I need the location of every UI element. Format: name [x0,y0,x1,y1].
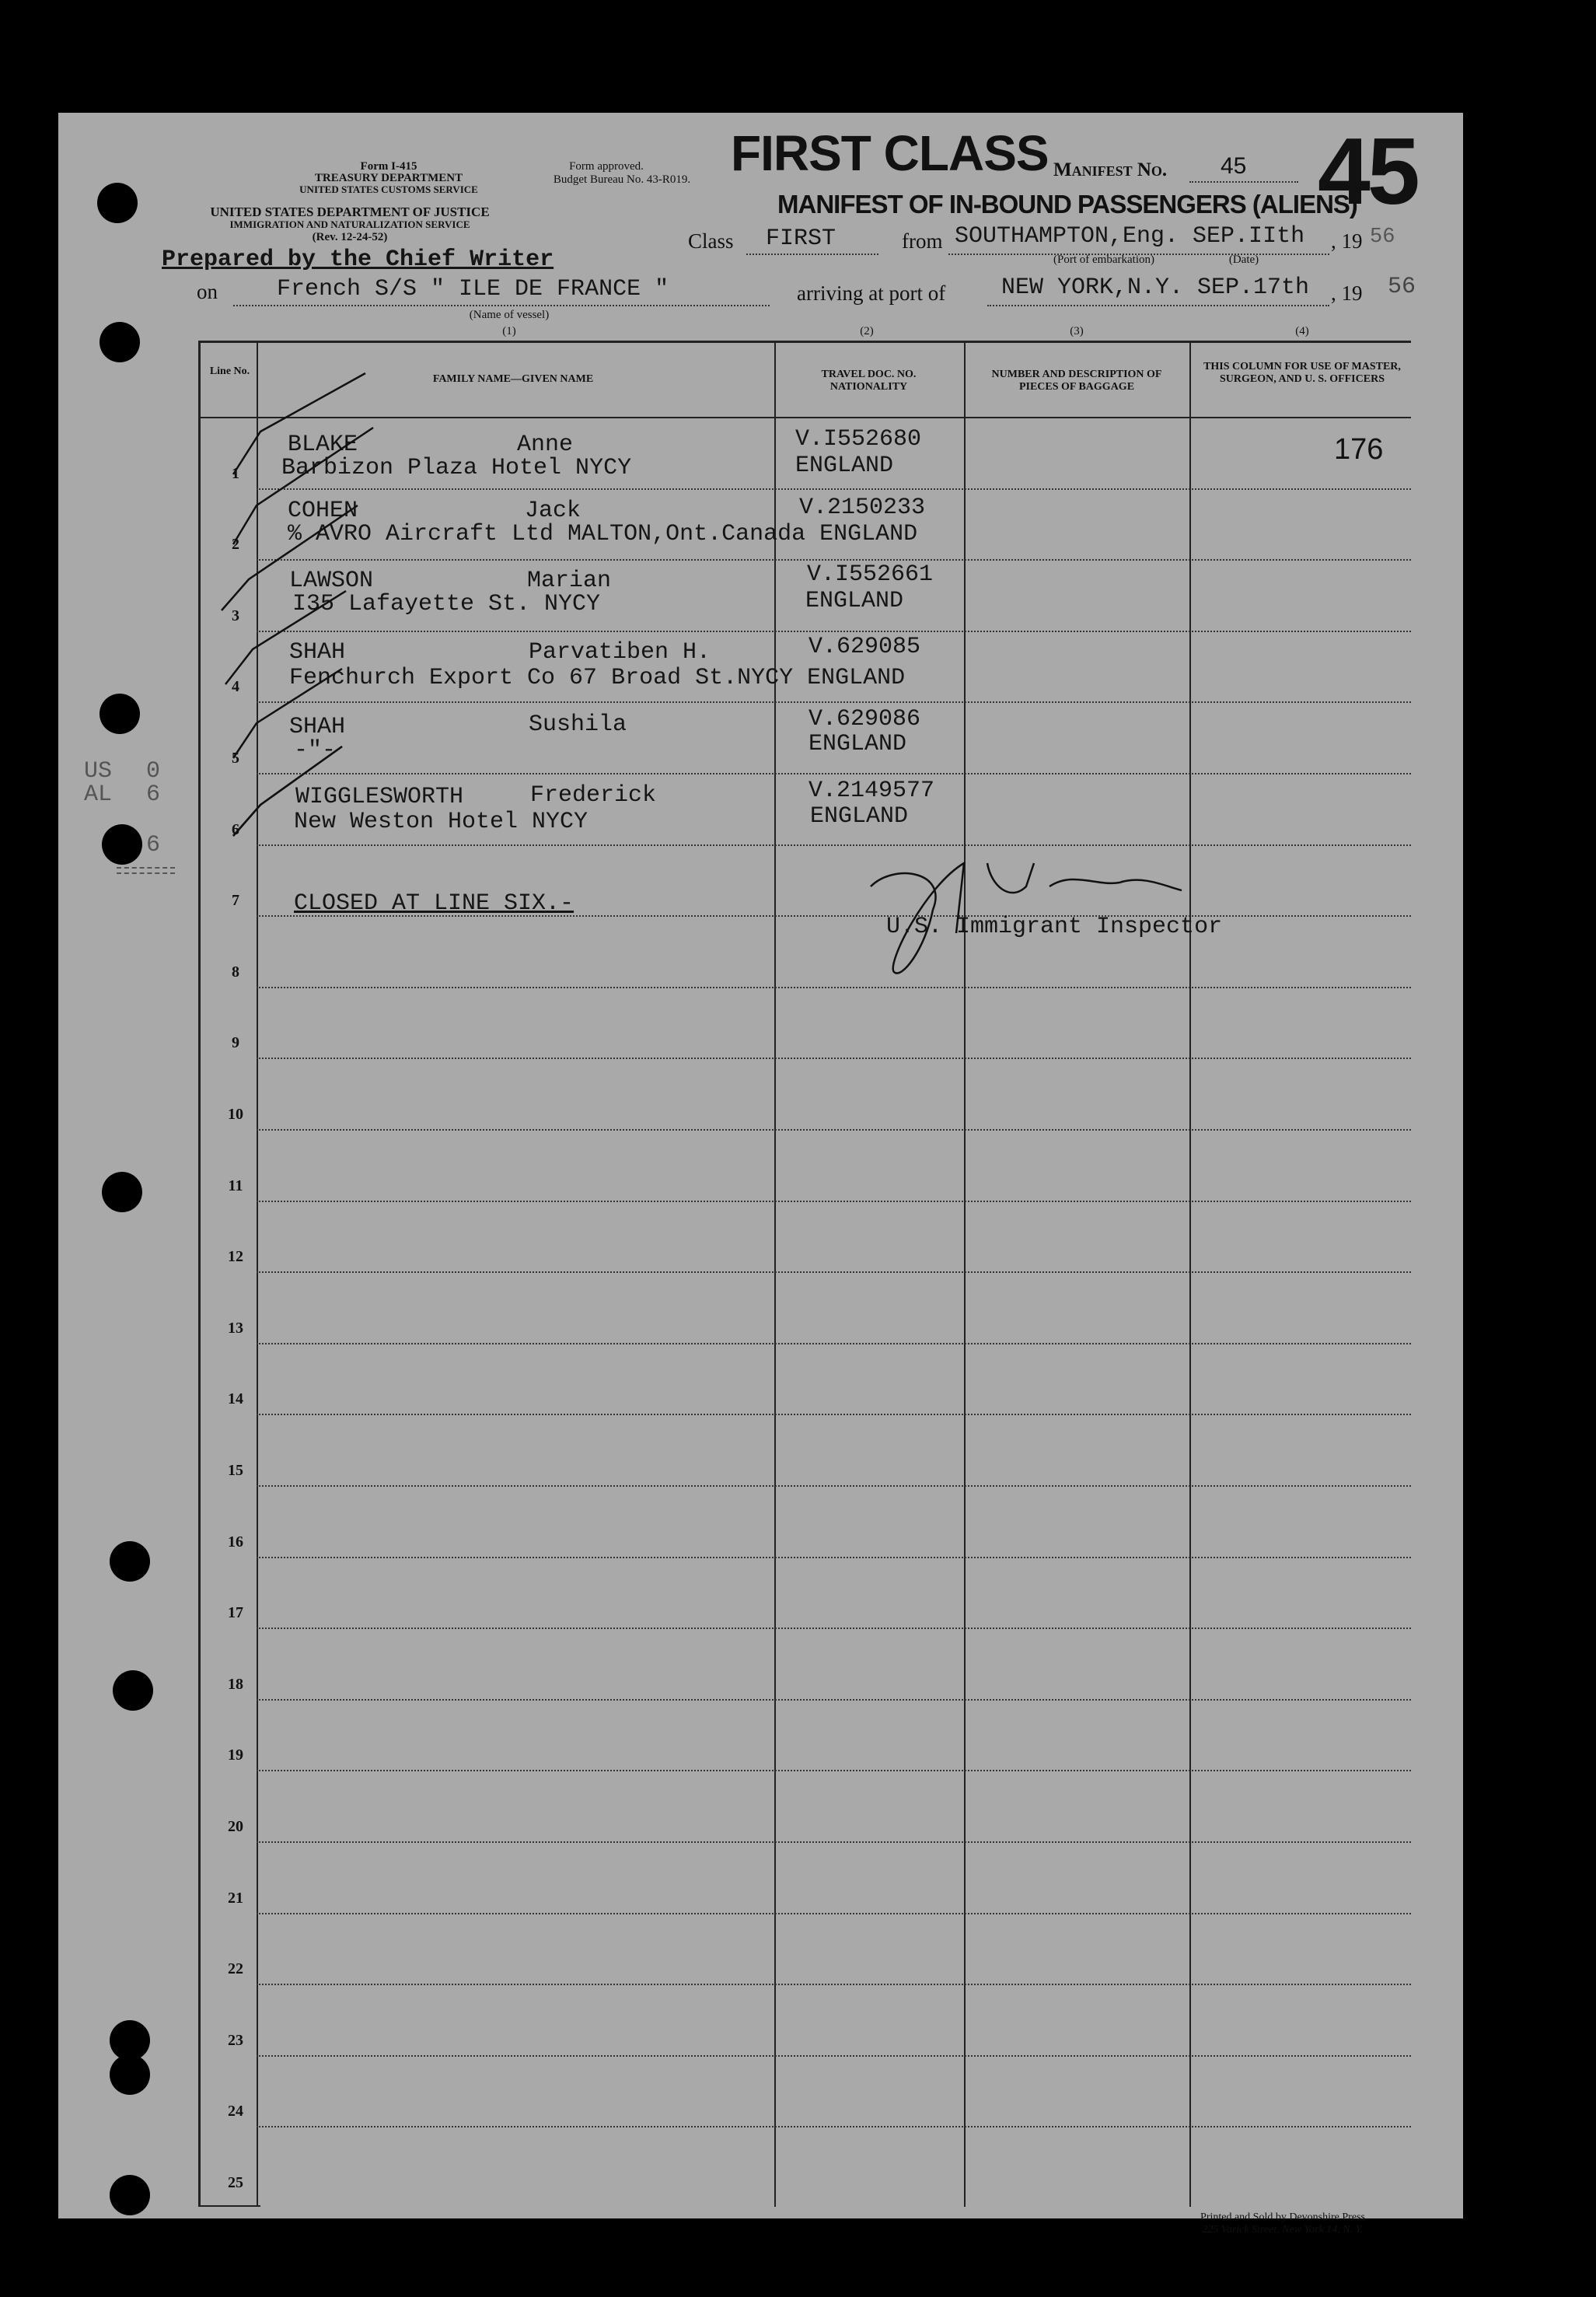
year-prefix: , 19 [1331,229,1363,253]
punch-hole [100,322,140,362]
column-number-4: (4) [1295,325,1309,337]
row-rule [257,1414,1411,1415]
line-number: 18 [228,1675,243,1693]
tally-al-label: AL [84,781,113,808]
nationality: ENGLAND [795,453,894,479]
year-value: 56 [1370,226,1395,249]
row-rule [257,1841,1411,1843]
given-name: Sushila [529,711,627,738]
manifest-page [58,113,1463,2218]
family-name: SHAH [289,639,346,666]
line-number: 13 [228,1319,243,1337]
header-travel-doc: TRAVEL DOC. NO. NATIONALITY [821,369,917,393]
header-officers: THIS COLUMN FOR USE OF MASTER, SURGEON, AND U. S. OFFICERS [1203,361,1401,386]
tally-us-value: 0 [146,758,161,785]
given-name: Frederick [530,782,657,809]
revision-date: (Rev. 12-24-52) [312,231,388,243]
prepared-by: Prepared by the Chief Writer [162,246,554,273]
row-rule [257,1129,1411,1131]
row-rule [257,1627,1411,1629]
line-number: 11 [228,1176,243,1194]
header-name: FAMILY NAME—GIVEN NAME [432,373,594,385]
row-rule [257,1201,1411,1202]
punch-hole [110,2054,150,2095]
line-number: 24 [228,2103,243,2120]
nationality: ENGLAND [810,803,909,830]
row-rule [257,1913,1411,1914]
printer-line-1: Printed and Sold by Devonshire Press [1200,2211,1365,2223]
travel-doc-no: V.I552661 [807,561,934,588]
nationality: ENGLAND [808,731,907,757]
treasury-department: TREASURY DEPARTMENT [314,172,463,184]
manifest-no-value: 45 [1221,153,1247,179]
budget-bureau: Budget Bureau No. 43-R019. [553,173,691,186]
address: Barbizon Plaza Hotel NYCY [281,455,632,481]
row-rule [257,1058,1411,1059]
row-rule [257,559,1411,561]
row-rule [257,1343,1411,1344]
line-number: 10 [228,1106,243,1123]
line-number: 8 [232,963,239,981]
punch-hole [97,183,138,223]
line-number: 12 [228,1248,243,1266]
customs-service: UNITED STATES CUSTOMS SERVICE [299,184,478,195]
line-number: 6 [232,820,239,838]
column-number-1: (1) [502,325,516,337]
line-number: 19 [228,1746,243,1764]
nationality: ENGLAND [805,588,904,614]
punch-hole [102,824,142,865]
class-label: Class [688,229,734,253]
column-number-3: (3) [1070,325,1084,337]
class-value: FIRST [766,226,836,252]
inspector-title: U.S. Immigrant Inspector [886,914,1223,940]
travel-doc-no: V.629086 [808,706,921,732]
row-rule [257,1271,1411,1273]
arriving-label: arriving at port of [797,281,946,305]
tally-al-value: 6 [146,781,161,808]
vessel-name: French S/S " ILE DE FRANCE " [277,276,669,302]
line-number: 4 [232,678,239,696]
printer-line-2: 225 Varick Street, New York 14, N. Y. [1202,2224,1364,2236]
manifest-title: MANIFEST OF IN-BOUND PASSENGERS (ALIENS) [777,190,1357,219]
row-rule [257,1485,1411,1487]
row-rule [257,844,1411,846]
from-label: from [902,229,943,253]
port-of-embarkation-caption: (Port of embarkation) [1053,253,1154,266]
punch-hole [110,1541,150,1582]
family-name: LAWSON [289,568,374,594]
travel-doc-no: V.I552680 [795,426,922,453]
line-number: 9 [232,1034,239,1052]
given-name: Parvatiben H. [529,639,711,666]
line-number: 14 [228,1390,243,1408]
travel-doc-no: V.2150233 [799,495,926,521]
officer-note: 176 [1334,433,1384,466]
family-name: WIGGLESWORTH [295,784,464,810]
line-number: 25 [228,2174,243,2191]
punch-hole [102,1172,142,1212]
given-name: Anne [517,432,574,458]
punch-hole [113,1670,153,1711]
ins: IMMIGRATION AND NATURALIZATION SERVICE [229,219,470,230]
tally-double-rule [117,867,175,874]
travel-doc-no: V.629085 [808,634,921,660]
header-line-no: Line No. [209,365,250,377]
line-number: 2 [232,536,239,554]
address: I35 Lafayette St. NYCY [292,591,601,617]
line-number: 7 [232,892,239,910]
page-number: 45 [1318,118,1417,224]
family-name: BLAKE [288,432,358,458]
tally-total-value: 6 [146,832,161,858]
row-rule [257,1557,1411,1558]
address: -"- [294,737,337,764]
closed-note: CLOSED AT LINE SIX.- [294,890,574,917]
department-of-justice: UNITED STATES DEPARTMENT OF JUSTICE [210,205,490,219]
line-number: 22 [228,1960,243,1978]
address: % AVRO Aircraft Ltd MALTON,Ont.Canada ENGLAND [288,521,918,547]
row-rule [257,701,1411,703]
address: Fenchurch Export Co 67 Broad St.NYCY ENGLAND [289,665,906,691]
row-rule [257,2055,1411,2057]
year-prefix-2: , 19 [1331,281,1363,305]
address: New Weston Hotel NYCY [294,809,588,835]
line-number: 15 [228,1462,243,1479]
family-name: SHAH [289,714,346,740]
line-number: 5 [232,750,239,767]
punch-hole [110,2175,150,2215]
vessel-caption: (Name of vessel) [469,309,550,321]
class-heading: FIRST CLASS [731,125,1049,181]
form-approved: Form approved. [569,160,644,173]
family-name: COHEN [288,498,358,524]
from-value: SOUTHAMPTON,Eng. SEP.IIth [955,223,1305,250]
row-rule [257,1699,1411,1701]
column-number-2: (2) [860,325,874,337]
row-rule [257,488,1411,490]
given-name: Marian [527,568,612,594]
line-number: 23 [228,2031,243,2049]
line-number: 17 [228,1604,243,1622]
row-rule [257,631,1411,632]
line-number: 3 [232,607,239,624]
row-rule [257,1984,1411,1985]
form-number: Form I-415 [360,160,417,173]
row-rule [257,987,1411,988]
header-baggage: NUMBER AND DESCRIPTION OF PIECES OF BAGGAGE [991,369,1162,393]
date-caption: (Date) [1228,253,1259,266]
line-number: 21 [228,1889,243,1907]
year-value-2: 56 [1388,274,1416,300]
row-rule [257,773,1411,774]
line-number: 20 [228,1818,243,1835]
travel-doc-no: V.2149577 [808,778,935,804]
tally-us-label: US [84,758,113,785]
line-number: 1 [232,464,239,482]
row-rule [257,2126,1411,2127]
line-number: 16 [228,1533,243,1551]
on-label: on [197,280,218,303]
given-name: Jack [525,498,581,524]
manifest-no-label: Manifest No. [1053,159,1168,180]
punch-hole [100,694,140,734]
arriving-port: NEW YORK,N.Y. SEP.17th [1001,274,1310,301]
row-rule [257,1770,1411,1771]
